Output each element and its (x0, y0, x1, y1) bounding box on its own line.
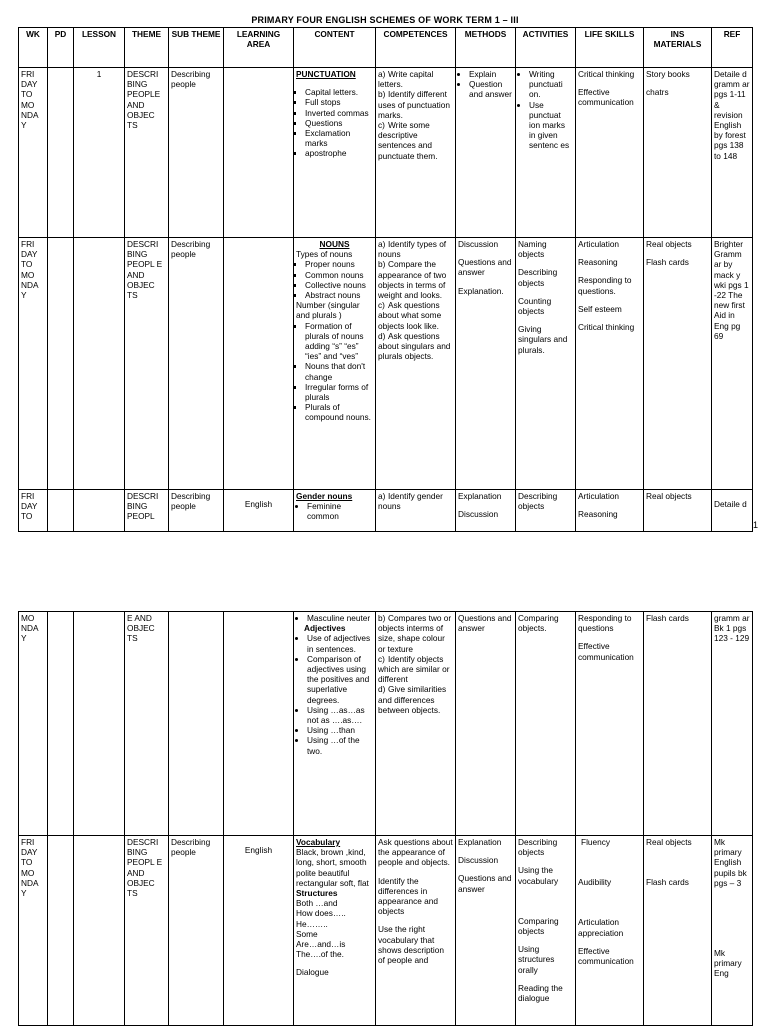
life-skills-cell (576, 490, 644, 532)
list-item: Questions and answer (458, 873, 512, 894)
list-item: How does….. (296, 908, 346, 919)
learning-area-cell (224, 612, 294, 836)
list-item: • Comparison of adjectives using the positives and superlative degrees. (307, 654, 373, 705)
lesson-cell (74, 238, 125, 490)
list-item: a) Identify types of nouns (378, 239, 447, 260)
page-number: 1 (752, 520, 758, 530)
theme-cell: DESCRI BING PEOPL E AND OBJEC TS (125, 836, 169, 1026)
list-item: • Using …as…as not as ….as…. (307, 705, 373, 725)
list-item: Describing objects (518, 267, 558, 288)
table-row (19, 68, 753, 238)
list-item: Reasoning (578, 509, 618, 520)
list-item: ▪ Collective nouns (305, 280, 373, 290)
pd-cell (48, 836, 74, 1026)
list-item: Self esteem (578, 303, 622, 314)
activities-cell (516, 612, 576, 836)
methods-cell (456, 238, 516, 490)
list-item: ▪ Proper nouns (305, 259, 373, 269)
wk-cell: MO NDA Y (19, 612, 48, 836)
theme-cell: DESCRI BING PEOPL E AND OBJEC TS (125, 238, 169, 490)
list-item: • Feminine common (307, 501, 373, 521)
content-cell (294, 68, 376, 238)
learning-area-cell: English (224, 836, 294, 1026)
list-item: Are…and…is (296, 939, 346, 950)
header-methods: METHODS (456, 28, 516, 68)
wk-cell: FRI DAY TO (19, 490, 48, 532)
list-item: Flash cards (646, 877, 689, 888)
learning-area-cell (224, 238, 294, 490)
list-item: b) Identify different uses of punctuation marks. (378, 89, 450, 120)
header-ins-materials: INS MATERIALS (644, 28, 712, 68)
sub-theme-cell: Describing people (169, 836, 224, 1026)
theme-cell: DESCRI BING PEOPL (125, 490, 169, 532)
list-item: Questions and answer (458, 613, 512, 634)
list-item: Story books (646, 69, 690, 79)
list-item: ▪ apostrophe (305, 148, 373, 158)
activities-cell (516, 68, 576, 238)
list-item: Responding to questions (578, 613, 632, 634)
list-item: ▪ Plurals of compound nouns. (305, 402, 373, 422)
activities-cell (516, 836, 576, 1026)
content-cell (294, 490, 376, 532)
list-item: Audibility (578, 877, 612, 888)
header-wk: WK (19, 28, 48, 68)
list-item: Fluency (581, 837, 611, 847)
pd-cell (48, 238, 74, 490)
content-heading: PUNCTUATION (296, 69, 356, 79)
sub-theme-cell: Describing people (169, 238, 224, 490)
competences-cell (376, 490, 456, 532)
vocabulary-heading: Vocabulary (296, 837, 341, 847)
table-row (19, 238, 753, 490)
page-1 (18, 14, 752, 532)
list-item: • Using …of the two. (307, 735, 373, 755)
list-item: ▪ Questions (305, 118, 373, 128)
table-row (19, 490, 753, 532)
list-item: Real objects (646, 837, 692, 847)
sub-theme-cell (169, 612, 224, 836)
list-item: • Writing punctuati on. (529, 69, 573, 100)
learning-area-cell (224, 68, 294, 238)
pd-cell (48, 68, 74, 238)
list-item: ▪ Common nouns (305, 270, 373, 280)
list-item: Giving singulars and plurals. (518, 324, 568, 355)
list-item: Critical thinking (578, 322, 635, 333)
list-item: Reading the dialogue (518, 982, 563, 1004)
list-item: Critical thinking (578, 69, 635, 79)
header-life-skills: LIFE SKILLS (576, 28, 644, 68)
list-item: • Use punctuat ion marks in given sentenc es (529, 100, 573, 151)
list-item: ▪ Nouns that don't change (305, 361, 373, 381)
competences-cell (376, 238, 456, 490)
header-theme: THEME (125, 28, 169, 68)
ref-text: Mk primary English pupils bk pgs – 3 (714, 837, 747, 888)
scheme-table-page-1 (18, 27, 753, 532)
list-item: Using the vocabulary (518, 865, 559, 886)
list-item: Describing objects (518, 491, 558, 512)
ref-cell: gramm ar Bk 1 pgs 123 - 129 (712, 612, 753, 836)
list-item: Discussion (458, 855, 499, 866)
lesson-cell (74, 836, 125, 1026)
list-item: a) Write capital letters. (378, 69, 434, 90)
header-row (19, 28, 753, 68)
list-item: ▪ Exclamation marks (305, 128, 373, 148)
list-item: c) Ask questions about what some objects look like. (378, 300, 442, 331)
list-item: chatrs (646, 87, 669, 98)
list-item: Comparing objects. (518, 613, 559, 634)
list-item: a) Identify gender nouns (378, 491, 443, 512)
list-item: d) Give similarities and differences between objects. (378, 684, 447, 715)
ref-cell: Detaile d gramm ar pgs 1-11 & revision English by forest pgs 138 to 148 (712, 68, 753, 238)
list-item: ▪ Formation of plurals of nouns adding “s” “es” “ies” and “ves” (305, 321, 373, 362)
life-skills-cell (576, 612, 644, 836)
list-item: • Question and answer (469, 79, 513, 99)
wk-cell: FRI DAY TO MO NDA Y (19, 836, 48, 1026)
content-intro: Types of nouns (296, 249, 353, 260)
list-item: Using structures orally (518, 944, 555, 975)
wk-cell: FRI DAY TO MO NDA Y (19, 68, 48, 238)
list-item: Explanation (458, 837, 502, 847)
life-skills-cell (576, 238, 644, 490)
list-item: Responding to questions. (578, 275, 632, 296)
list-item: Naming objects (518, 239, 547, 260)
list-item: The….of the. (296, 949, 344, 960)
ref-text: Mk primary Eng (714, 948, 742, 979)
list-item: • Using …than (307, 725, 373, 735)
content-number: Number (singular and plurals ) (296, 300, 360, 321)
page-2 (18, 611, 752, 1026)
content-heading: Gender nouns (296, 491, 353, 501)
list-item: ▪ Abstract nouns (305, 290, 373, 300)
list-item: Use the right vocabulary that shows description of people and (378, 924, 444, 966)
content-cell (294, 836, 376, 1026)
activities-cell (516, 238, 576, 490)
materials-cell (644, 68, 712, 238)
table-row (19, 612, 753, 836)
methods-cell (456, 836, 516, 1026)
content-cell (294, 238, 376, 490)
list-item: Flash cards (646, 257, 689, 268)
materials-cell (644, 238, 712, 490)
list-item: • Explain (469, 69, 513, 79)
list-item: Describing objects (518, 837, 558, 858)
list-item: ▪ Inverted commas (305, 108, 373, 118)
document-title: PRIMARY FOUR ENGLISH SCHEMES OF WORK TERM 1 – III (251, 15, 519, 25)
list-item: Explanation. (458, 285, 504, 296)
theme-cell: E AND OBJEC TS (125, 612, 169, 836)
list-item: He…….. (296, 918, 328, 929)
list-item: ▪ Irregular forms of plurals (305, 382, 373, 402)
list-item: Ask questions about the appearance of people and objects. (378, 837, 453, 868)
list-item: Questions and answer (458, 257, 512, 278)
header-activities: ACTIVITIES (516, 28, 576, 68)
list-item: • Use of adjectives in sentences. (307, 633, 373, 653)
header-lesson: LESSON (74, 28, 125, 68)
competences-cell (376, 612, 456, 836)
ref-cell (712, 836, 753, 1026)
list-item: ▪ Full stops (305, 97, 373, 107)
competences-cell (376, 836, 456, 1026)
methods-cell (456, 490, 516, 532)
methods-cell (456, 612, 516, 836)
list-item: b) Compare the appearance of two objects in terms of weight and looks. (378, 259, 447, 301)
list-item: Articulation appreciation (578, 917, 624, 938)
lesson-cell (74, 612, 125, 836)
list-item: Real objects (646, 239, 692, 249)
content-heading: Adjectives (304, 623, 346, 634)
header-learning-area: LEARNING AREA (224, 28, 294, 68)
list-item: c) Write some descriptive sentences and punctuate them. (378, 120, 438, 161)
life-skills-cell (576, 68, 644, 238)
list-item: d) Ask questions about singulars and plurals objects. (378, 330, 451, 362)
list-item: b) Compares two or objects interms of size, shape colour or texture (378, 613, 452, 654)
materials-cell (644, 836, 712, 1026)
list-item: Both …and (296, 898, 338, 909)
list-item: • Masculine neuter (307, 613, 373, 623)
ref-cell: Detaile d (712, 490, 753, 532)
list-item: Discussion (458, 239, 499, 249)
materials-cell (644, 612, 712, 836)
list-item: Effective communication (578, 945, 634, 967)
ref-cell: Brighter Gramm ar by mack y wki pgs 1 -22 The new first Aid in Eng pg 69 (712, 238, 753, 490)
vocabulary-text: Black, brown ,kind, long, short, smooth polite beautiful rectangular soft, flat (296, 847, 369, 888)
list-item: Real objects (646, 491, 692, 501)
list-item: Discussion (458, 509, 499, 520)
content-cell (294, 612, 376, 836)
learning-area-cell: English (224, 490, 294, 532)
list-item: Effective communication (578, 641, 634, 662)
list-item: ▪ Capital letters. (305, 87, 373, 97)
header-pd: PD (48, 28, 74, 68)
pd-cell (48, 612, 74, 836)
list-item: Some (296, 928, 318, 939)
header-ref: REF (712, 28, 753, 68)
sub-theme-cell: Describing people (169, 490, 224, 532)
list-item: Explanation (458, 491, 502, 501)
table-row (19, 836, 753, 1026)
sub-theme-cell: Describing people (169, 68, 224, 238)
list-item: Identify the differences in appearance and objects (378, 875, 438, 917)
list-item: Comparing objects (518, 915, 559, 937)
header-competences: COMPETENCES (376, 28, 456, 68)
pd-cell (48, 490, 74, 532)
lesson-cell (74, 490, 125, 532)
wk-cell: FRI DAY TO MO NDA Y (19, 238, 48, 490)
methods-cell (456, 68, 516, 238)
life-skills-cell (576, 836, 644, 1026)
theme-cell: DESCRI BING PEOPLE AND OBJEC TS (125, 68, 169, 238)
competences-cell (376, 68, 456, 238)
lesson-cell: 1 (74, 68, 125, 238)
list-item: c) Identify objects which are similar or different (378, 653, 450, 685)
list-item: Counting objects (518, 295, 552, 317)
list-item: Reasoning (578, 257, 618, 268)
list-item: Flash cards (646, 613, 689, 623)
header-sub-theme: SUB THEME (169, 28, 224, 68)
list-item: Dialogue (296, 967, 329, 978)
materials-cell (644, 490, 712, 532)
activities-cell (516, 490, 576, 532)
structures-heading: Structures (296, 888, 338, 899)
list-item: Articulation (578, 239, 620, 249)
list-item: Effective communication (578, 87, 634, 108)
scheme-table-page-2 (18, 611, 753, 1026)
list-item: Articulation (578, 491, 620, 501)
header-content: CONTENT (294, 28, 376, 68)
content-heading: NOUNS (319, 239, 350, 249)
